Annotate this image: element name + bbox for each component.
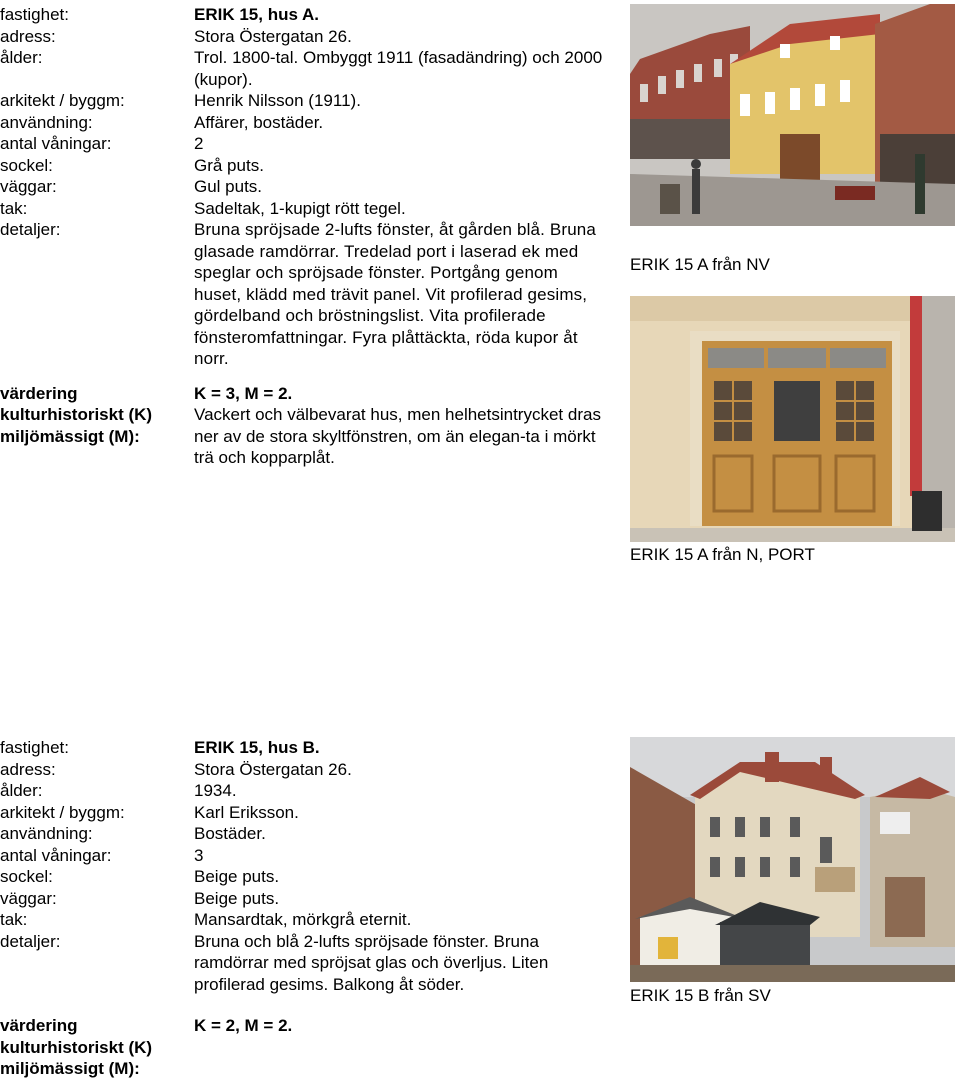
field-sockel <box>0 866 620 888</box>
field-label: arkitekt / byggm: <box>0 802 125 822</box>
photo-erik-15-b-sv <box>630 737 955 982</box>
field-value: Beige puts. <box>194 888 280 908</box>
field-label: arkitekt / byggm: <box>0 91 125 110</box>
field-label: fastighet: <box>0 738 69 757</box>
field-fastighet <box>0 737 620 759</box>
field-value: Gul puts. <box>194 177 263 196</box>
field-label: sockel: <box>0 155 53 175</box>
door-photo <box>630 296 955 542</box>
photo-caption: ERIK 15 B från SV <box>630 986 771 1005</box>
record-erik-15-a <box>0 4 620 469</box>
evaluation-text: Vackert och välbevarat hus, men helhetsintrycket dras ner av de stora skyltfönstren, om än elegan-ta i mörkt trä och kopparplåt. <box>194 405 601 467</box>
evaluation <box>0 1015 620 1080</box>
field-tak <box>0 909 620 931</box>
field-antal-vaningar <box>0 845 620 867</box>
field-adress <box>0 26 620 48</box>
evaluation-score: K = 3, M = 2. <box>194 383 293 403</box>
field-arkitekt <box>0 802 620 824</box>
field-label: väggar: <box>0 888 57 908</box>
field-label: antal våningar: <box>0 845 112 865</box>
field-vaggar <box>0 176 620 198</box>
evaluation-label: värdering <box>0 1016 78 1035</box>
field-detaljer <box>0 219 620 370</box>
evaluation-label-m: miljömässigt (M): <box>0 426 140 446</box>
photo-caption: ERIK 15 A från N, PORT <box>630 545 815 564</box>
field-value: Affärer, bostäder. <box>194 112 324 132</box>
field-antal-vaningar <box>0 133 620 155</box>
field-value: Grå puts. <box>194 155 264 175</box>
field-label: ålder: <box>0 48 43 67</box>
evaluation-label-k: kulturhistoriskt (K) <box>0 405 153 424</box>
field-label: väggar: <box>0 177 57 196</box>
photo-caption: ERIK 15 A från NV <box>630 255 770 274</box>
field-label: fastighet: <box>0 5 69 24</box>
field-value: Henrik Nilsson (1911). <box>194 91 361 110</box>
evaluation-values <box>194 1015 614 1080</box>
field-label: antal våningar: <box>0 134 112 153</box>
evaluation-label-k: kulturhistoriskt (K) <box>0 1037 153 1057</box>
house-photo <box>630 737 955 982</box>
field-value: 1934. <box>194 781 237 800</box>
field-value: 3 <box>194 845 204 865</box>
field-label: tak: <box>0 198 28 218</box>
field-fastighet <box>0 4 620 26</box>
field-value: Stora Östergatan 26. <box>194 26 352 46</box>
field-value: 2 <box>194 134 204 153</box>
field-value: Bruna spröjsade 2-lufts fönster, åt gården blå. Bruna glasade ramdörrar. Tredelad port i laserad ek med speglar och spröjsade fönster. Portgång genom huset, klädd med trävit panel. Vit profilerad gesims, gördelband och bröstningslist. Vita profilerade fönsteromfattningar. Fyra plåttäckta, röda kupor åt norr. <box>194 220 597 368</box>
evaluation-labels <box>0 383 194 469</box>
field-label: tak: <box>0 910 28 929</box>
field-value: Sadeltak, 1-kupigt rött tegel. <box>194 198 406 218</box>
field-label: detaljer: <box>0 931 61 951</box>
evaluation-label-m: miljömässigt (M): <box>0 1059 140 1078</box>
field-vaggar <box>0 888 620 910</box>
field-value: Beige puts. <box>194 867 280 886</box>
photo-erik-15-a-nv <box>630 4 955 226</box>
evaluation <box>0 383 620 469</box>
field-label: ålder: <box>0 781 43 800</box>
field-anvandning <box>0 823 620 845</box>
field-value: Bostäder. <box>194 824 266 843</box>
field-value: Karl Eriksson. <box>194 802 299 822</box>
field-value: ERIK 15, hus B. <box>194 738 320 757</box>
field-label: adress: <box>0 26 56 46</box>
evaluation-label: värdering <box>0 383 78 403</box>
evaluation-score: K = 2, M = 2. <box>194 1016 293 1035</box>
field-label: detaljer: <box>0 220 61 239</box>
field-tak <box>0 198 620 220</box>
field-value: Trol. 1800-tal. Ombyggt 1911 (fasadändring) och 2000 (kupor). <box>194 48 603 89</box>
field-sockel <box>0 155 620 177</box>
field-value: Stora Östergatan 26. <box>194 759 352 779</box>
field-value: Bruna och blå 2-lufts spröjsade fönster. Bruna ramdörrar med spröjsat glas och överljus. Liten profilerad gesims. Balkong åt söder. <box>194 931 549 994</box>
field-label: användning: <box>0 824 93 843</box>
field-detaljer <box>0 931 620 996</box>
record-erik-15-b <box>0 737 620 1080</box>
field-alder <box>0 47 620 90</box>
street-photo <box>630 4 955 226</box>
evaluation-values <box>194 383 604 469</box>
field-label: adress: <box>0 759 56 779</box>
field-label: användning: <box>0 112 93 132</box>
field-alder <box>0 780 620 802</box>
field-label: sockel: <box>0 867 53 886</box>
field-value: Mansardtak, mörkgrå eternit. <box>194 910 412 929</box>
field-anvandning <box>0 112 620 134</box>
photo-erik-15-a-port <box>630 296 955 542</box>
evaluation-labels <box>0 1015 194 1080</box>
field-arkitekt <box>0 90 620 112</box>
field-value: ERIK 15, hus A. <box>194 5 320 24</box>
field-adress <box>0 759 620 781</box>
